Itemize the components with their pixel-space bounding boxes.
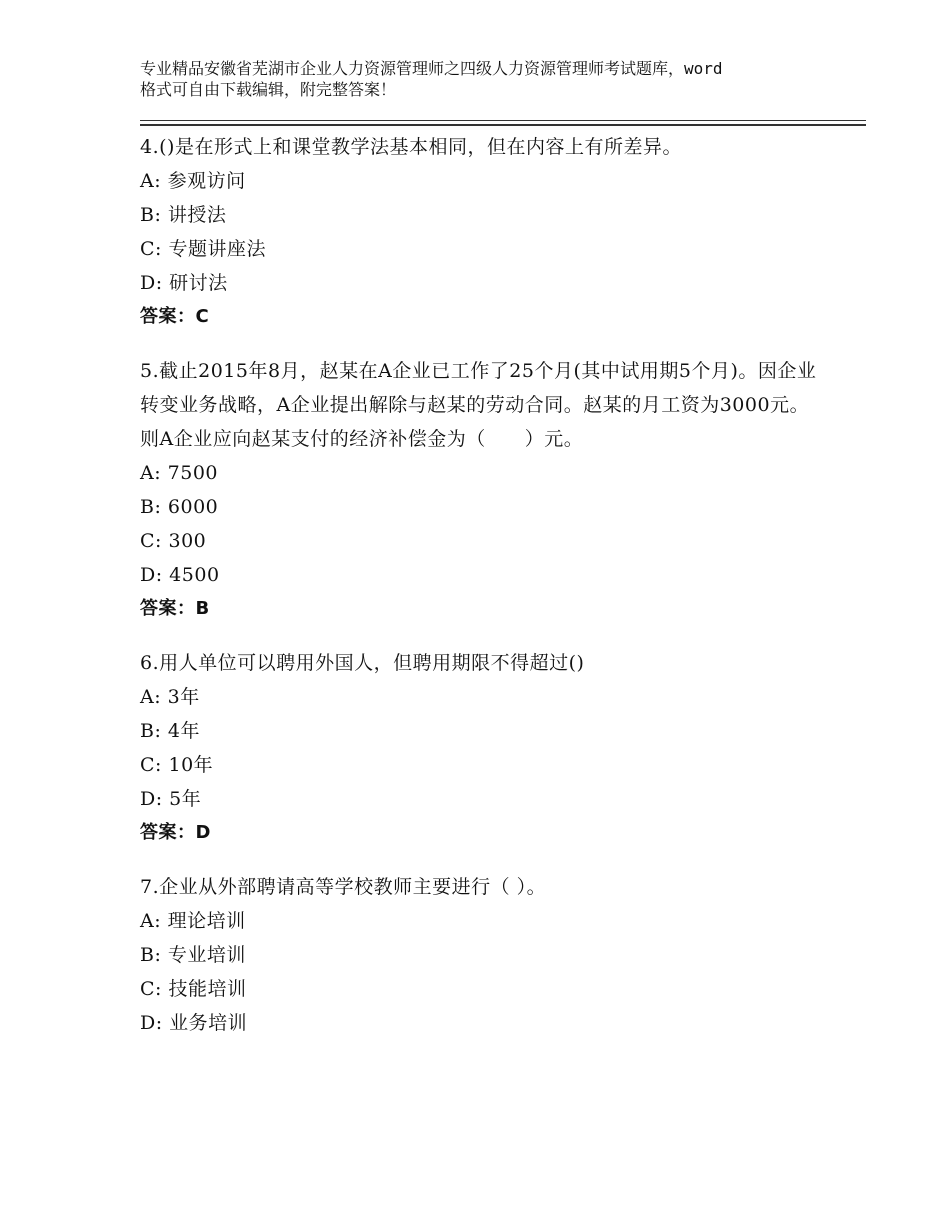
- question-text: 6.用人单位可以聘用外国人，但聘用期限不得超过(): [140, 652, 585, 674]
- question-5: [140, 354, 820, 626]
- option-d: D: 研讨法: [140, 272, 228, 294]
- option-a: A: 参观访问: [140, 170, 246, 192]
- option-b: B: 专业培训: [140, 944, 246, 966]
- option-a: A: 7500: [140, 462, 219, 484]
- option-c: C: 技能培训: [140, 978, 247, 1000]
- header-line-2: 格式可自由下载编辑，附完整答案！: [140, 80, 397, 99]
- option-c: C: 300: [140, 530, 207, 552]
- option-c: C: 专题讲座法: [140, 238, 266, 260]
- question-4: [140, 130, 820, 334]
- option-b: B: 讲授法: [140, 204, 227, 226]
- option-a: A: 3年: [140, 686, 200, 708]
- header-rule-thin: [140, 120, 866, 121]
- answer: 答案：C: [140, 306, 210, 327]
- question-text: 4.()是在形式上和课堂教学法基本相同，但在内容上有所差异。: [140, 136, 682, 158]
- option-d: D: 5年: [140, 788, 202, 810]
- option-d: D: 4500: [140, 564, 220, 586]
- option-b: B: 6000: [140, 496, 219, 518]
- question-6: [140, 646, 820, 850]
- header-rule-thick: [140, 124, 866, 126]
- option-a: A: 理论培训: [140, 910, 246, 932]
- question-7: [140, 870, 820, 1040]
- answer: 答案：B: [140, 598, 210, 619]
- question-text: 5.截止2015年8月，赵某在A企业已工作了25个月(其中试用期5个月)。因企业转变业务战略，A企业提出解除与赵某的劳动合同。赵某的月工资为3000元。则A企业应向赵某支付的经济补偿金为（ ）元。: [140, 360, 817, 450]
- header-line-1: 专业精品安徽省芜湖市企业人力资源管理师之四级人力资源管理师考试题库，word: [140, 59, 723, 78]
- document-header: [140, 58, 840, 100]
- question-list: [140, 130, 820, 1060]
- option-c: C: 10年: [140, 754, 214, 776]
- option-b: B: 4年: [140, 720, 200, 742]
- question-text: 7.企业从外部聘请高等学校教师主要进行（ ）。: [140, 876, 547, 898]
- answer: 答案：D: [140, 822, 211, 843]
- option-d: D: 业务培训: [140, 1012, 248, 1034]
